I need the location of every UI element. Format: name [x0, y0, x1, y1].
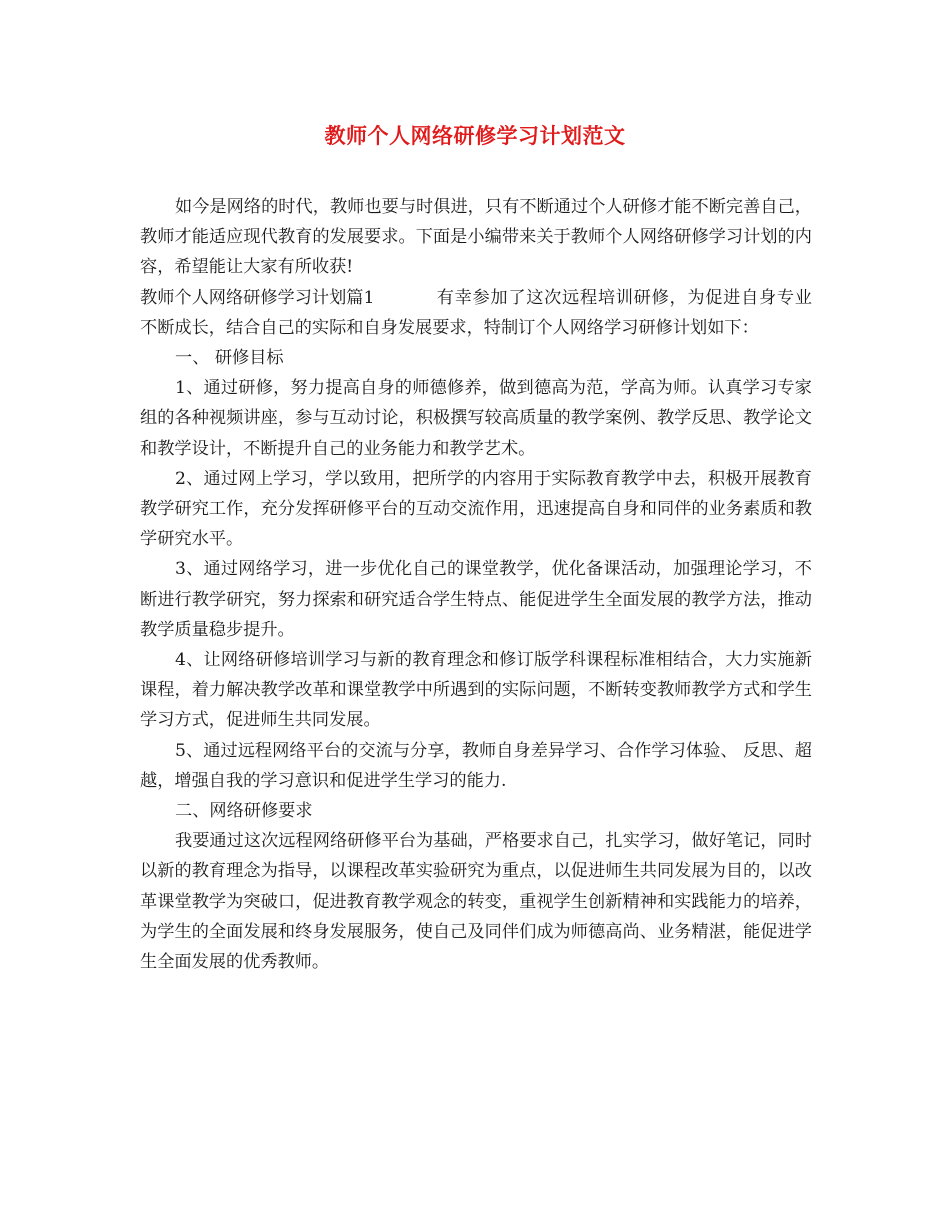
article-opening-paragraph — [140, 283, 812, 343]
requirements-paragraph: 我要通过这次远程网络研修平台为基础，严格要求自己，扎实学习，做好笔记，同时以新的教育理念为指导，以课程改革实验研究为重点，以促进师生共同发展为目的，以改革课堂教学为突破口，促进教育教学观念的转变，重视学生创新精神和实践能力的培养，为学生的全面发展和终身发展服务，使自己及同伴们成为师德高尚、业务精湛，能促进学生全面发展的优秀教师。 — [140, 831, 812, 973]
goal-paragraph: 5、通过远程网络平台的交流与分享，教师自身差异学习、合作学习体验、 反思、超越，增强自我的学习意识和促进学生学习的能力. — [140, 740, 812, 791]
section-heading-goals: 一、 研修目标 — [175, 348, 284, 369]
goal-paragraph: 3、通过网络学习，进一步优化自己的课堂教学，优化备课活动，加强理论学习，不断进行教学研究，努力探索和研究适合学生特点、能促进学生全面发展的教学方法，推动教学质量稳步提升。 — [140, 559, 812, 640]
goal-paragraph: 2、通过网上学习，学以致用，把所学的内容用于实际教育教学中去，积极开展教育教学研究工作，充分发挥研修平台的互动交流作用，迅速提高自身和同伴的业务素质和教学研究水平。 — [140, 468, 812, 550]
document-body — [140, 192, 812, 977]
intro-paragraph: 如今是网络的时代，教师也要与时俱进，只有不断通过个人研修才能不断完善自己，教师才能适应现代教育的发展要求。下面是小编带来关于教师个人网络研修学习计划的内容，希望能让大家有所收获! — [140, 197, 812, 278]
document-title: 教师个人网络研修学习计划范文 — [324, 124, 626, 148]
section-heading-requirements: 二、网络研修要求 — [175, 801, 313, 822]
article-opening-text: 有幸参加了这次远程培训研修，为促进自身专业不断成长，结合自己的实际和自身发展要求，特制订个人网络学习研修计划如下： — [140, 287, 812, 338]
article-heading: 教师个人网络研修学习计划篇1 — [140, 287, 375, 308]
goal-paragraph: 1、通过研修，努力提高自身的师德修养，做到德高为范，学高为师。认真学习专家组的各种视频讲座，参与互动讨论，积极撰写较高质量的教学案例、教学反思、教学论文和教学设计，不断提升自己的业务能力和教学艺术。 — [140, 378, 812, 459]
goal-paragraph: 4、让网络研修培训学习与新的教育理念和修订版学科课程标准相结合，大力实施新课程，着力解决教学改革和课堂教学中所遇到的实际问题，不断转变教师教学方式和学生学习方式，促进师生共同发展。 — [140, 650, 812, 731]
